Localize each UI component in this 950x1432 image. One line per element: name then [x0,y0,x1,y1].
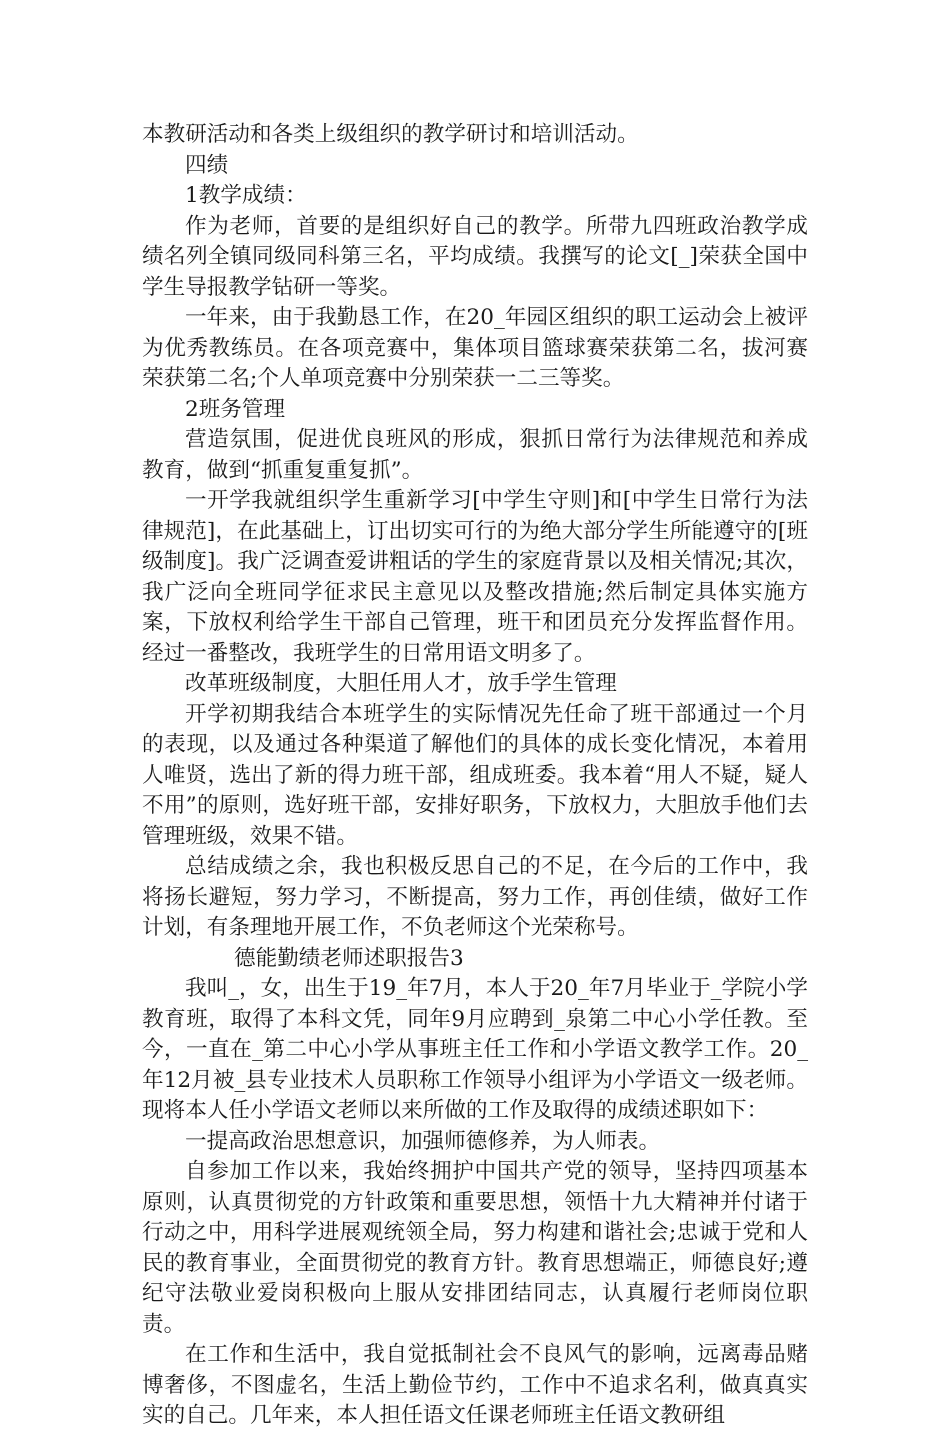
section-heading-achievements: 四绩 [185,152,229,178]
paragraph: 本教研活动和各类上级组织的教学研讨和培训活动。 [142,122,639,147]
paragraph: 总结成绩之余，我也积极反思自己的不足，在今后的工作中，我将扬长避短，努力学习，不断提高，努力工作，再创佳绩，做好工作计划，有条理地开展工作，不负老师这个光荣称号。 [142,854,808,940]
section-heading-political: 一提高政治思想意识，加强师德修养，为人师表。 [185,1128,661,1154]
paragraph: 营造氛围，促进优良班风的形成，狠抓日常行为法律规范和养成教育，做到“抓重复重复抓”。 [142,427,808,483]
document-page [142,120,808,1432]
paragraph: 一开学我就组织学生重新学习[中学生守则]和[中学生日常行为法律规范]，在此基础上，订出切实可行的为绝大部分学生所能遵守的[班级制度]。我广泛调查爱讲粗话的学生的家庭背景以及相关情况;其次，我广泛向全班同学征求民主意见以及整改措施;然后制定具体实施方案，下放权利给学生干部自己管理，班干和团员充分发挥监督作用。经过一番整改，我班学生的日常用语文明多了。 [142,488,808,666]
paragraph: 改革班级制度，大胆任用人才，放手学生管理 [185,671,617,696]
paragraph: 在工作和生活中，我自觉抵制社会不良风气的影响，远离毒品赌博奢侈，不图虚名，生活上勤俭节约，工作中不追求名利，做真真实实的自己。几年来，本人担任语文任课老师班主任语文教研组 [142,1342,808,1428]
paragraph: 自参加工作以来，我始终拥护中国共产党的领导，坚持四项基本原则，认真贯彻党的方针政策和重要思想，领悟十九大精神并付诸于行动之中，用科学进展观统领全局，努力构建和谐社会;忠诚于党和人民的教育事业，全面贯彻党的教育方针。教育思想端正，师德良好;遵纪守法敬业爱岗积极向上服从安排团结同志，认真履行老师岗位职责。 [142,1159,808,1337]
paragraph: 开学初期我结合本班学生的实际情况先任命了班干部通过一个月的表现，以及通过各种渠道了解他们的具体的成长变化情况，本着用人唯贤，选出了新的得力班干部，组成班委。我本着“用人不疑，疑人不用”的原则，选好班干部，安排好职务，下放权力，大胆放手他们去管理班级，效果不错。 [142,701,808,849]
paragraph: 一年来，由于我勤恳工作，在20_年园区组织的职工运动会上被评为优秀教练员。在各项竞赛中，集体项目篮球赛荣获第二名，拔河赛荣获第二名;个人单项竞赛中分别荣获一二三等奖。 [142,305,808,391]
paragraph: 作为老师，首要的是组织好自己的教学。所带九四班政治教学成绩名列全镇同级同科第三名，平均成绩。我撰写的论文[_]荣获全国中学生导报教学钻研一等奖。 [142,213,808,300]
subheading-teaching-results: 1教学成绩： [185,183,307,208]
subheading-class-management: 2班务管理 [185,396,286,422]
report-title: 德能勤绩老师述职报告3 [234,945,464,971]
paragraph: 我叫_，女，出生于19_年7月，本人于20_年7月毕业于_学院小学教育班，取得了本科文凭，同年9月应聘到_泉第二中心小学任教。至今，一直在_第二中心小学从事班主任工作和小学语文教学工作。20_年12月被_县专业技术人员职称工作领导小组评为小学语文一级老师。现将本人任小学语文老师以来所做的工作及取得的成绩述职如下： [142,976,808,1123]
